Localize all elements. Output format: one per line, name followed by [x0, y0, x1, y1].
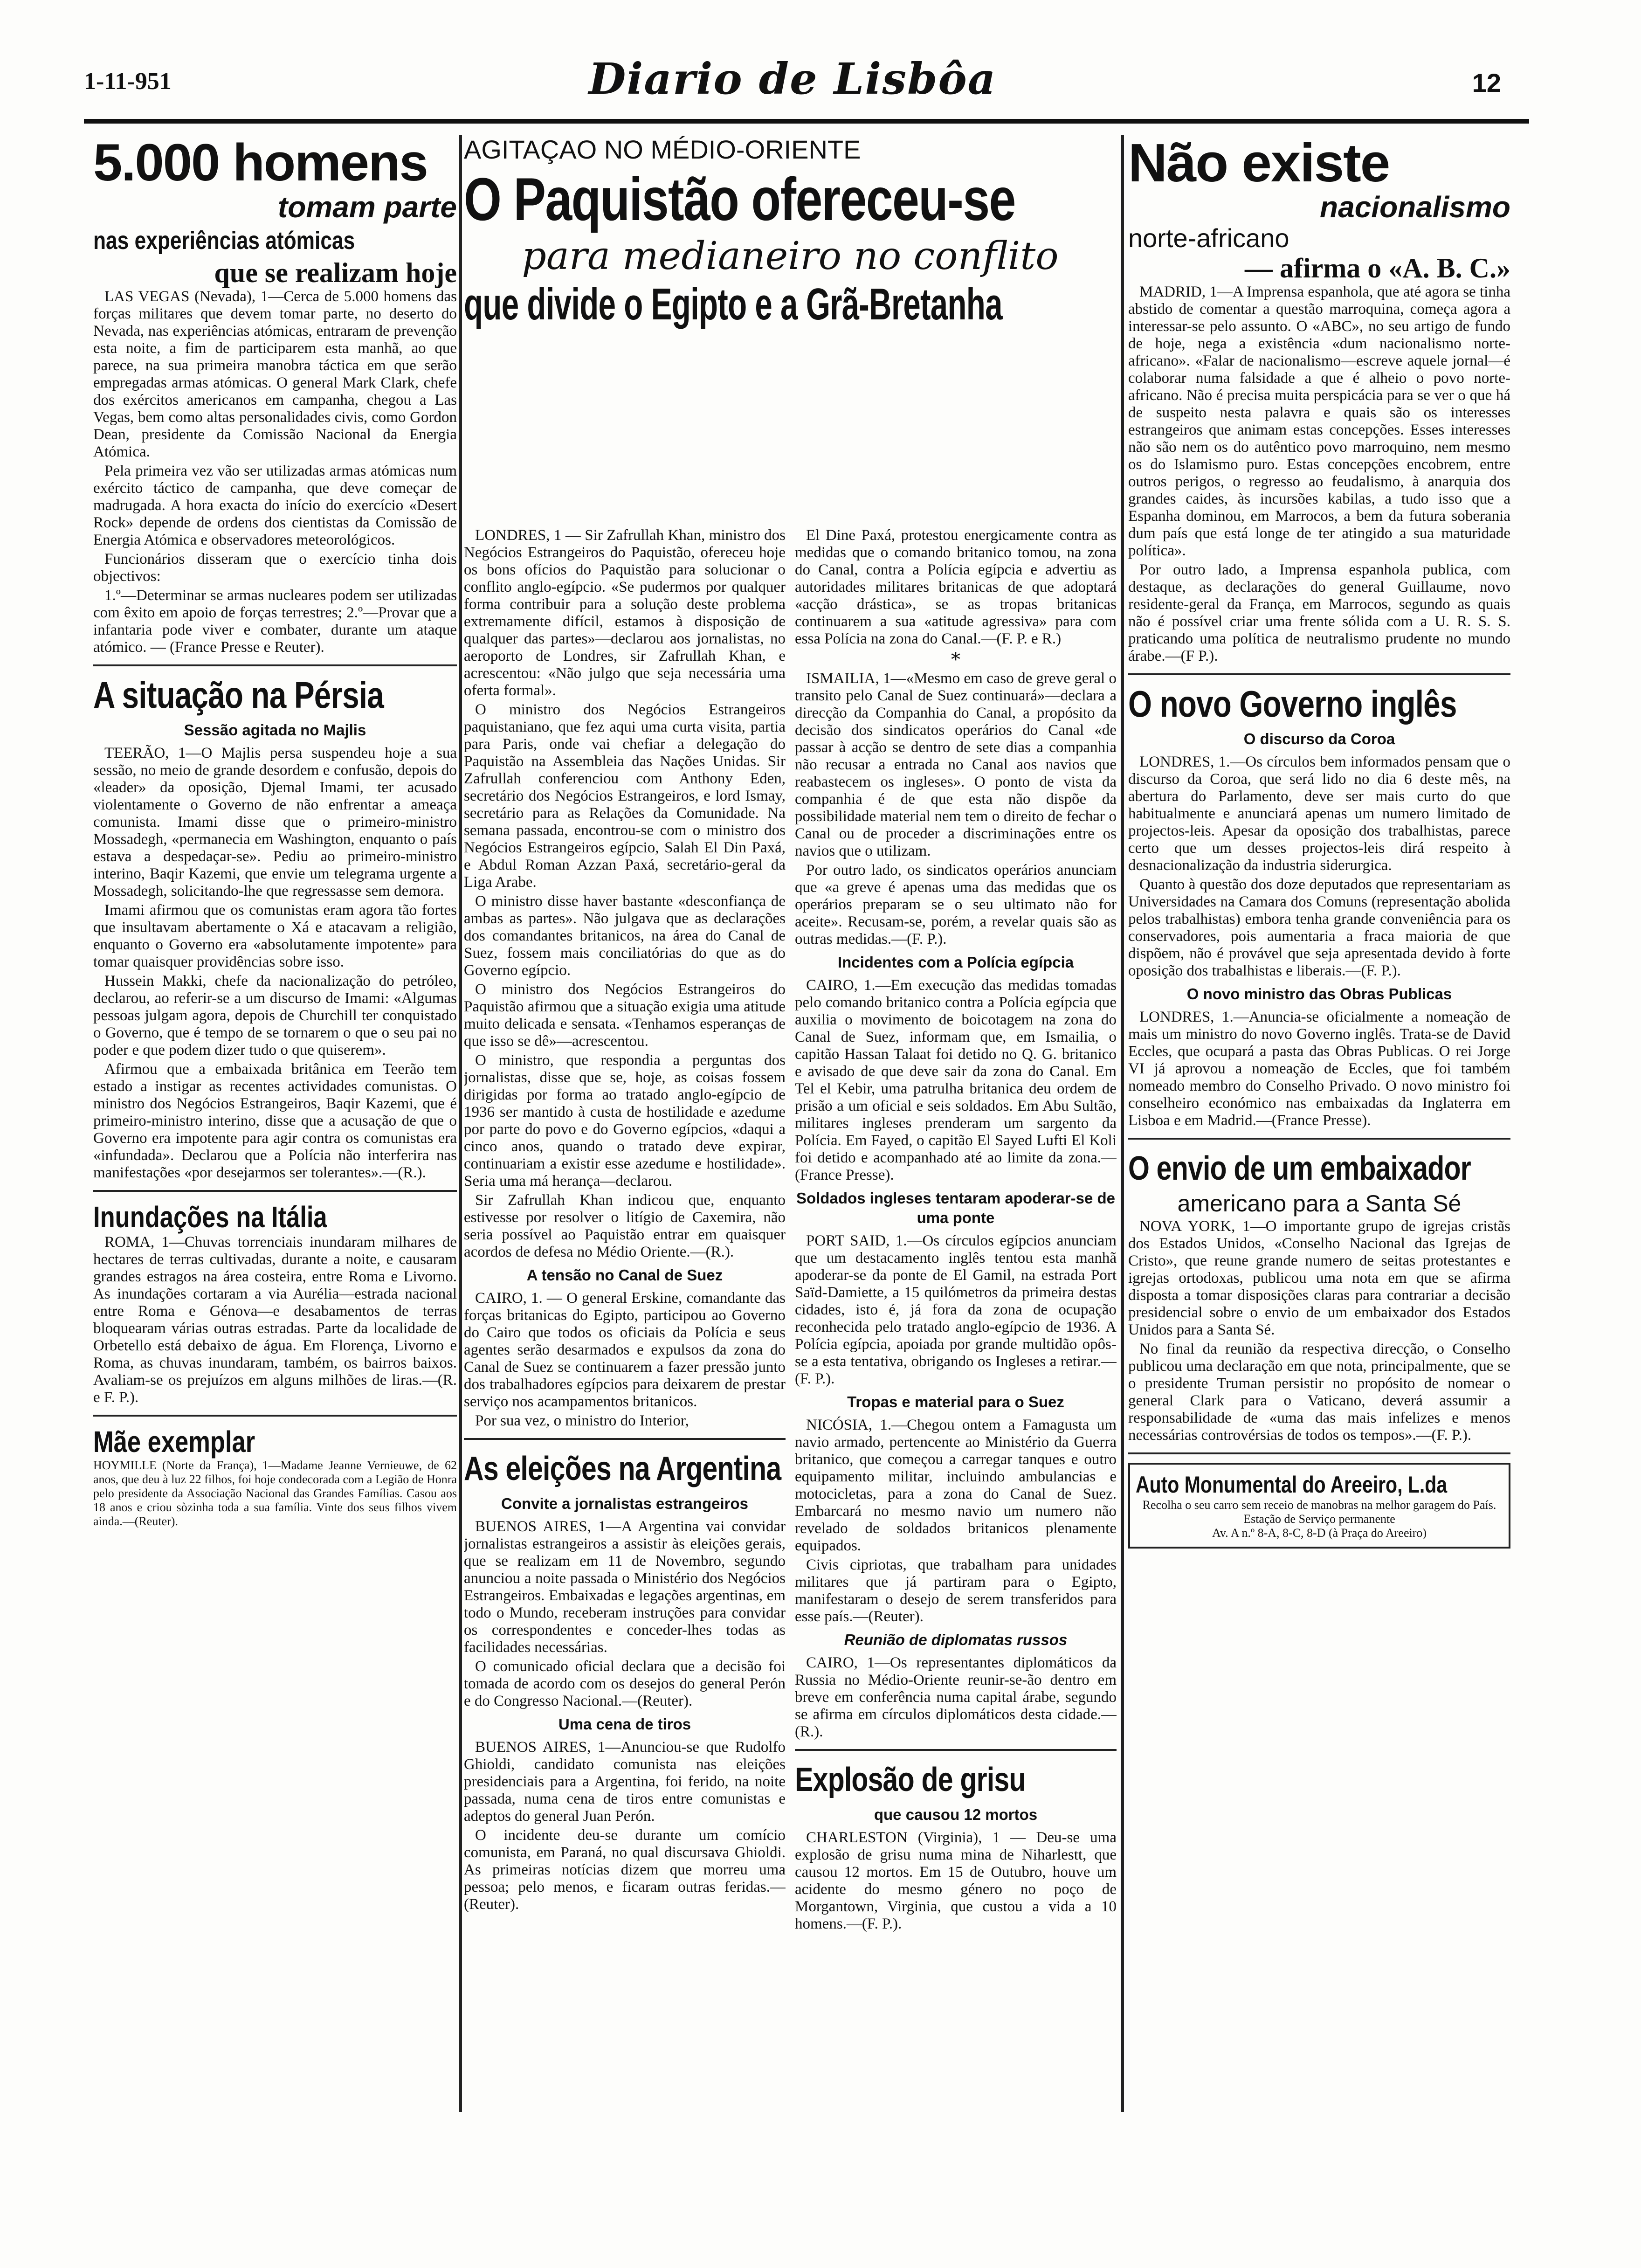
headline: Inundações na Itália [93, 1200, 327, 1234]
paragraph: CHARLESTON (Virginia), 1 — Deu-se uma explosão de grisu numa mina de Niharlestt, que causou 12 mortos. Em 15 de Outubro, houve um acidente do mesmo género no poço de Morgantown, Virginia, que custou a vida a 10 homens.—(F. P.). [795, 1829, 1117, 1932]
divider [1128, 1138, 1510, 1140]
column-center-left [464, 527, 786, 1915]
paragraph: O ministro dos Negócios Estrangeiros do Paquistão afirmou que a situação exigia uma atitude muito delicada e sensata. «Tenhamos esperanças de que isso se dê»—acrescentou. [464, 981, 786, 1050]
column-center-right [795, 527, 1117, 1935]
article-body [795, 1232, 1117, 1388]
article-body [795, 1417, 1117, 1625]
paragraph: Por outro lado, os sindicatos operários anunciam que «a greve é apenas uma das medidas que os operários preparam se o seu ultimato não for aceite». Recusam-se, porém, a revelar quais são as outras medidas.—(F. P.). [795, 862, 1117, 947]
paragraph: PORT SAID, 1.—Os círculos egípcios anunciam que um destacamento inglês tentou esta manhã apoderar-se da ponte de El Gamil, na estrada Port Saïd-Damiette, a 15 quilómetros da primeira destas cidades, isto é, já fora da zona de ocupação reconhecida pelo tratado anglo-egípcio de 1936. A Polícia egípcia, apoiada por grande multidão opôs-se a esta tentativa, obrigando os Ingleses a retirar.—(F. P.). [795, 1232, 1117, 1387]
headline-line: norte-africano [1128, 223, 1289, 253]
paragraph: O ministro dos Negócios Estrangeiros paquistaniano, que fez aqui uma curta visita, partia para Paris, onde vai chefiar a delegação do Paquistão na Assembleia das Nações Unidas. Sir Zafrullah conferenciou com Anthony Eden, secretário dos Negócios Estrangeiros, e lord Ismay, secretário para as Relações da Comunidade. Na semana passada, encontrou-se com o ministro dos Negócios Estrangeiros egípcio, Salah El Din Paxá, e Abdul Roman Azzan Paxá, secretário-geral da Liga Arabe. [464, 701, 786, 891]
headline-line: — afirma o «A. B. C.» [1245, 253, 1510, 284]
subheading: A tensão no Canal de Suez [526, 1266, 723, 1284]
headline: Não existe [1128, 135, 1390, 193]
paragraph: O ministro disse haver bastante «desconfiança de ambas as partes». Não julgava que as declarações dos comandantes britanicos, na área do Canal de Suez, fossem mais conciliatórias do que as do Governo egípcio. [464, 893, 786, 979]
paragraph: Quanto à questão dos doze deputados que representariam as Universidades na Camara dos Comuns (representação abolida pelos trabalhistas) embora tenha grande conveniência para os conservadores, pois aumentaria a fraca maioria de que dispõem, não é provável que seja apresentada devido à forte oposição dos trabalhistas e liberais.—(F. P.). [1128, 876, 1510, 979]
advertisement [1128, 1463, 1510, 1549]
masthead [84, 47, 1501, 117]
paragraph: Por outro lado, a Imprensa espanhola publica, com destaque, as declarações do general Guillaume, novo residente-geral da França, em Marrocos, segundo as quais não é possível criar uma frente sólida com a U. R. S. S. praticando uma política de neutralismo prudente no mundo árabe.—(F P.). [1128, 561, 1510, 664]
article-body [795, 670, 1117, 948]
headline-line: americano para a Santa Sé [1177, 1190, 1462, 1217]
paragraph: El Dine Paxá, protestou energicamente contra as medidas que o comando britanico tomou, na zona do Canal, contra a Polícia egípcia e advertiu as autoridades militares britanicas de que adoptará «acção drástica», se as tropas britanicas continuarem a sua «atitude agressiva» para com essa Polícia na zona do Canal.—(F. P. e R.) [795, 527, 1117, 647]
divider [93, 1415, 457, 1417]
subheading: Soldados ingleses tentaram apoderar-se de uma ponte [796, 1189, 1116, 1226]
article-body [464, 1518, 786, 1710]
article-mae-exemplar [93, 1425, 457, 1528]
paragraph: ISMAILIA, 1—«Mesmo em caso de greve geral o transito pelo Canal de Suez continuará»—declara a direcção da Companhia do Canal, a propósito da decisão dos sindicatos operários do Canal «de passar à acção se dentro de sete dias a companhia não recusar a entrada no Canal aos navios que reabastecem os ingleses». O ponto de vista da companhia é de que esta não dispõe da possibilidade material nem tem o direito de fechar o Canal ou de proceder a discriminações entre os navios que o utilizam. [795, 670, 1117, 859]
headline: O novo Governo inglês [1128, 683, 1457, 725]
subheading: que causou 12 mortos [874, 1806, 1038, 1823]
subheading: O discurso da Coroa [1243, 730, 1395, 747]
headline: As eleições na Argentina [464, 1450, 781, 1487]
headline: Mãe exemplar [93, 1425, 255, 1459]
paragraph: CAIRO, 1—Os representantes diplomáticos da Russia no Médio-Oriente reunir-se-ão dentro em breve em conferência numa capital árabe, segundo se afirma em círculos diplomáticos desta cidade.—(R.). [795, 1654, 1117, 1740]
paragraph: CAIRO, 1.—Em execução das medidas tomadas pelo comando britanico contra a Polícia egípcia que auxilia o movimento de boicotagem na zona do Canal de Suez, informam que, em Ismailia, o capitão Hassan Talaat foi detido no Q. G. britanico e avisado de que deve sair da zona do Canal. Em Tel el Kebir, uma patrulha britanica deu ordem de prisão a um oficial e seis soldados. Em Abu Sultão, militares ingleses prenderam um sargento da Polícia. Em Fayed, o capitão El Sayed Lufti El Koli foi detido e acompanhado até ao limite da zona.—(France Presse). [795, 977, 1117, 1183]
page-number: 12 [1472, 68, 1501, 97]
paragraph: BUENOS AIRES, 1—Anunciou-se que Rudolfo Ghioldi, candidato comunista nas eleições presidenciais para a Argentina, foi ferido, na noite passada, numa cena de tiros entre comunistas e adeptos do general Juan Perón. [464, 1739, 786, 1825]
headline-line: para medianeiro no conflito [522, 234, 1059, 278]
column-divider [459, 135, 462, 2112]
column-center-header [464, 135, 1117, 330]
paragraph: Civis cipriotas, que trabalham para unidades militares que já partiram para o Egipto, manifestaram o desejo de serem transferidos para esse país.—(Reuter). [795, 1556, 1117, 1625]
paragraph: No final da reunião da respectiva direcção, o Conselho publicou uma declaração em que nota, principalmente, que se o presidente Truman persistir no propósito de nomear o general Clark para o Vaticano, deverá assumir a responsabilidade de «uma das mais infelizes e menos necessárias controvérsias de todos os tempos».—(F. P.). [1128, 1341, 1510, 1444]
headline: 5.000 homens [93, 135, 427, 192]
divider [1128, 673, 1510, 675]
paragraph: Funcionários disseram que o exercício tinha dois objectivos: [93, 551, 457, 585]
article-grisu [795, 1759, 1117, 1933]
divider [93, 1190, 457, 1192]
paragraph: Pela primeira vez vão ser utilizadas armas atómicas num exército táctico de campanha, que deve começar de madrugada. A hora exacta do início do exercício «Desert Rock» depende de ordens dos cientistas da Comissão de Energia Atómica e observadores meteorológicos. [93, 463, 457, 548]
subheading: Sessão agitada no Majlis [184, 721, 366, 739]
article-italy-floods [93, 1200, 457, 1406]
subheading: O novo ministro das Obras Publicas [1186, 985, 1452, 1003]
article-body [93, 745, 457, 1182]
paragraph: Sir Zafrullah Khan indicou que, enquanto estivesse por resolver o litígio de Caxemira, não seria possível ao Paquistão entrar em quaisquer acordos de defesa no Médio Oriente.—(R.). [464, 1192, 786, 1260]
paragraph: HOYMILLE (Norte da França), 1—Madame Jeanne Vernieuwe, de 62 anos, que deu à luz 22 filhos, foi hoje condecorada com a Legião de Honra pelo presidente da Associação Nacional das Grandes Famílias. Casou aos 18 anos e criou sòzinha toda a sua família. Vinte dos seus filhos vivem ainda.—(Reuter). [93, 1459, 457, 1528]
paragraph: NICÓSIA, 1.—Chegou ontem a Famagusta um navio armado, pertencente ao Ministério da Guerra britanico, que começou a carregar tanques e outro equipamento militar, incluindo ambulancias e motocicletas, para a zona do Canal de Suez. Embarcará no mesmo navio um numero não revelado de soldados britanicos plenamente equipados. [795, 1417, 1117, 1554]
article-body [1128, 1009, 1510, 1129]
article-body [93, 1459, 457, 1528]
article-governo-ingles [1128, 684, 1510, 1129]
subheading: Uma cena de tiros [558, 1715, 691, 1733]
article-body [464, 1290, 786, 1430]
headline-line: tomam parte [277, 190, 457, 224]
headline: O Paquistão ofereceu-se [464, 165, 1015, 233]
column-divider [1121, 135, 1124, 2112]
paragraph: LONDRES, 1 — Sir Zafrullah Khan, ministro dos Negócios Estrangeiros do Paquistão, ofereceu hoje os bons ofícios do Paquistão para solucionar o conflito anglo-egípcio. «Se pudermos por qualquer forma contribuir para a solução deste problema extremamente difícil, estamos à disposição de qualquer das partes»—declarou aos jornalistas, no aeroporto de Londres, sir Zafrullah Khan, e acrescentou: «Não julgo que seja necessária uma oferta formal». [464, 527, 786, 699]
subheading: Incidentes com a Polícia egípcia [837, 954, 1074, 971]
paragraph: O incidente deu-se durante um comício comunista, em Paraná, no qual discursava Ghioldi. As primeiras notícias dizem que morreu uma pessoa; pelo menos, e ficaram outras feridas.—(Reuter). [464, 1827, 786, 1913]
headline-line: que divide o Egipto e a Grã-Bretanha [464, 279, 1002, 329]
article-body [93, 1234, 457, 1406]
article-body [1128, 1218, 1510, 1444]
paragraph: 1.º—Determinar se armas nucleares podem ser utilizadas com êxito em apoio de forças terrestres; 2.º—Provar que a infantaria pode viver e combater, durante um ataque atómico. — (France Presse e Reuter). [93, 587, 457, 656]
paragraph: LAS VEGAS (Nevada), 1—Cerca de 5.000 homens das forças militares que devem tomar parte, no deserto do Nevada, nas experiências atómicas, entraram de prevenção esta noite, a fim de participarem esta manhã, ao que parece, na sua primeira manobra táctica em que serão empregadas armas atómicas. O general Mark Clark, chefe dos exércitos americanos em campanha, chegou a Las Vegas, bem como altas personalidades civis, como Gordon Dean, presidente da Comissão Nacional da Energia Atómica. [93, 288, 457, 460]
paragraph: O ministro, que respondia a perguntas dos jornalistas, disse que se, hoje, as coisas fossem dirigidas por forma ao tratado anglo-egípcio de 1936 ser mantido à custa de hostilidade e azedume por parte do povo e do Governo egípcios, «daqui a cinco anos, quando o tratado deve expirar, continuariam a existir esse azedume e hostilidade». Seria uma má herança—declarou. [464, 1052, 786, 1189]
masthead-rule [84, 119, 1529, 124]
article-body [93, 288, 457, 656]
paragraph: Imami afirmou que os comunistas eram agora tão fortes que insultavam abertamente o Xá e atacavam a religião, enquanto o Governo era «absolutamente impotente» para tomar quaisquer providências sobre isso. [93, 902, 457, 970]
paragraph: TEERÃO, 1—O Majlis persa suspendeu hoje a sua sessão, no meio de grande desordem e confusão, depois do «leader» da oposição, Djemal Imami, ter acusado violentamente o Governo de não enfrentar a ameaça comunista. Imami disse que o primeiro-ministro Mossadegh, «permanecia em Washington, enquanto o país estava a despedaçar-se». Pediu ao primeiro-ministro interino, Baqir Kazemi, que envie um telegrama urgente a Mossadegh, solicitando-lhe que regressasse sem demora. [93, 745, 457, 899]
subheading: Tropas e material para o Suez [847, 1393, 1064, 1411]
section-kicker: AGITAÇAO NO MÉDIO-ORIENTE [464, 135, 861, 164]
headline-line: nas experiências atómicas [93, 227, 355, 255]
headline-line: que se realizam hoje [214, 257, 457, 288]
paragraph: O comunicado oficial declara que a decisão foi tomada de acordo com os desejos do general Perón e do Congresso Nacional.—(Reuter). [464, 1658, 786, 1709]
paragraph: LONDRES, 1.—Anuncia-se oficialmente a nomeação de mais um ministro do novo Governo inglês. Trata-se de David Eccles, que ocupará a pasta das Obras Publicas. O rei Jorge VI já aprovou a nomeação de Eccles, que foi também nomeado membro do Conselho Privado. O novo ministro foi conselheiro económico nas embaixadas da Inglaterra em Lisboa e em Madrid.—(France Presse). [1128, 1009, 1510, 1129]
headline: A situação na Pérsia [93, 674, 384, 716]
article-argentina [464, 1448, 786, 1913]
paragraph: Hussein Makki, chefe da nacionalização do petróleo, declarou, ao referir-se a um discurso de Imami: «Algumas pessoas julgam agora, depois de Churchill ter conquistado o Governo, que é tempo de se tornarem o que o seu pai no poder e que podem dizer tudo o que quiserem». [93, 973, 457, 1058]
article-atomic-tests [93, 135, 457, 656]
paragraph: BUENOS AIRES, 1—A Argentina vai convidar jornalistas estrangeiros a assistir às eleições gerais, que se realizam em 11 de Novembro, segundo anunciou a noite passada o Ministério dos Negócios Estrangeiros. Embaixadas e legações argentinas, em todo o Mundo, receberam instruções para convidar os correspondentes e conceder-lhes todas as facilidades necessárias. [464, 1518, 786, 1656]
ad-address: Av. A n.º 8-A, 8-C, 8-D (à Praça do Areeiro) [1212, 1526, 1427, 1540]
column-left [93, 135, 457, 1528]
article-body [1128, 754, 1510, 980]
divider [795, 1749, 1117, 1751]
divider [464, 1438, 786, 1440]
headline: O envio de um embaixador [1128, 1150, 1471, 1187]
divider [93, 664, 457, 666]
newspaper-title: Diario de Lisbôa [588, 54, 997, 104]
article-body [795, 977, 1117, 1184]
separator-star: * [951, 649, 960, 671]
article-nacionalismo [1128, 135, 1510, 665]
article-body [464, 527, 786, 1261]
subheading: Convite a jornalistas estrangeiros [501, 1495, 748, 1512]
paragraph: Por sua vez, o ministro do Interior, [475, 1412, 689, 1429]
headline-line: nacionalismo [1320, 190, 1510, 224]
article-body [795, 1654, 1117, 1741]
column-right [1128, 135, 1510, 1549]
ad-headline: Auto Monumental do Areeiro, L.da [1136, 1472, 1448, 1498]
article-body [795, 527, 1117, 648]
article-embaixador [1128, 1148, 1510, 1444]
paragraph: CAIRO, 1. — O general Erskine, comandante das forças britanicas do Egipto, participou ao Governo do Cairo que todos os oficiais da Polícia e seus agentes serão desarmados e expulsos da zona do Canal de Suez se continuarem a fazer pressão junto dos trabalhadores egípcios para deixarem de prestar serviço nos acampamentos britanicos. [464, 1290, 786, 1410]
divider [1128, 1452, 1510, 1454]
article-body [795, 1829, 1117, 1933]
article-body [1128, 284, 1510, 665]
article-body [464, 1739, 786, 1913]
article-persia [93, 675, 457, 1182]
paragraph: Afirmou que a embaixada britânica em Teerão tem estado a instigar as recentes actividades comunistas. O ministro dos Negócios Estrangeiros, Baqir Kazemi, que é primeiro-ministro interino, disse que a acusação de que o Governo era impotente para agir contra os comunistas era «infundada». Declarou que a Polícia não interferira nas manifestações «por desejarmos ser tolerantes».—(R.). [93, 1061, 457, 1181]
paragraph: LONDRES, 1.—Os círculos bem informados pensam que o discurso da Coroa, que será lido no dia 6 deste mês, na abertura do Parlamento, deve ser mais curto do que habitualmente e anunciará apenas um numero limitado de projectos-leis. Apesar da oposição dos trabalhistas, parece certo que um desses projectos-leis dirá respeito à desnacionalização da industria siderurgica. [1128, 754, 1510, 874]
issue-date: 1-11-951 [84, 68, 172, 95]
subheading: Reunião de diplomatas russos [844, 1631, 1068, 1648]
paragraph: NOVA YORK, 1—O importante grupo de igrejas cristãs dos Estados Unidos, «Conselho Nacional das Igrejas de Cristo», que reune grande numero de seitas protestantes e igrejas ortodoxas, publicou uma nota em que se afirma disposta a tomar disposições claras para contrariar a decisão presidencial sobre o envio de um embaixador dos Estados Unidos para a Santa Sé. [1128, 1218, 1510, 1338]
paragraph: MADRID, 1—A Imprensa espanhola, que até agora se tinha abstido de comentar a questão marroquina, começa agora a interessar-se pelo assunto. O «ABC», no seu artigo de fundo de hoje, nega a existência «dum nacionalismo norte-africano». «Falar de nacionalismo—escreve aquele jornal—é colaborar numa falsidade a que é alheio o povo norte-africano. Não é precisa muita perspicácia para se ver o que há de suspeito nesta palavra e quais são os interesses estrangeiros que animam estas concepções. Esses interesses não são nem os do autêntico povo marroquino, nem mesmo os do Islamismo puro. Estas concepções encobrem, entre outros perigos, o regresso ao feudalismo, à anarquia dos grandes caides, às incursões kabilas, a tudo isso que a Espanha dominou, em Marrocos, a bem da futura soberania dum país que está longe de ter atingido a sua maturidade política». [1128, 284, 1510, 559]
paragraph: ROMA, 1—Chuvas torrenciais inundaram milhares de hectares de terras cultivadas, durante a noite, e causaram grandes estragos na área costeira, entre Roma e Livorno. As inundações cortaram a via Aurélia—estrada nacional entre Roma e Génova—e desabamentos de terras bloquearam várias outras estradas. Parte da localidade de Orbetello está debaixo de água. Em Florença, Livorno e Roma, as chuvas inundaram, também, os bairros baixos. Avaliam-se os prejuízos em alguns milhões de liras.—(R. e F. P.). [93, 1234, 457, 1406]
ad-text: Recolha o seu carro sem receio de manobras na melhor garagem do País. Estação de Serviço permanente [1142, 1498, 1496, 1526]
headline: Explosão de grisu [795, 1761, 1026, 1798]
